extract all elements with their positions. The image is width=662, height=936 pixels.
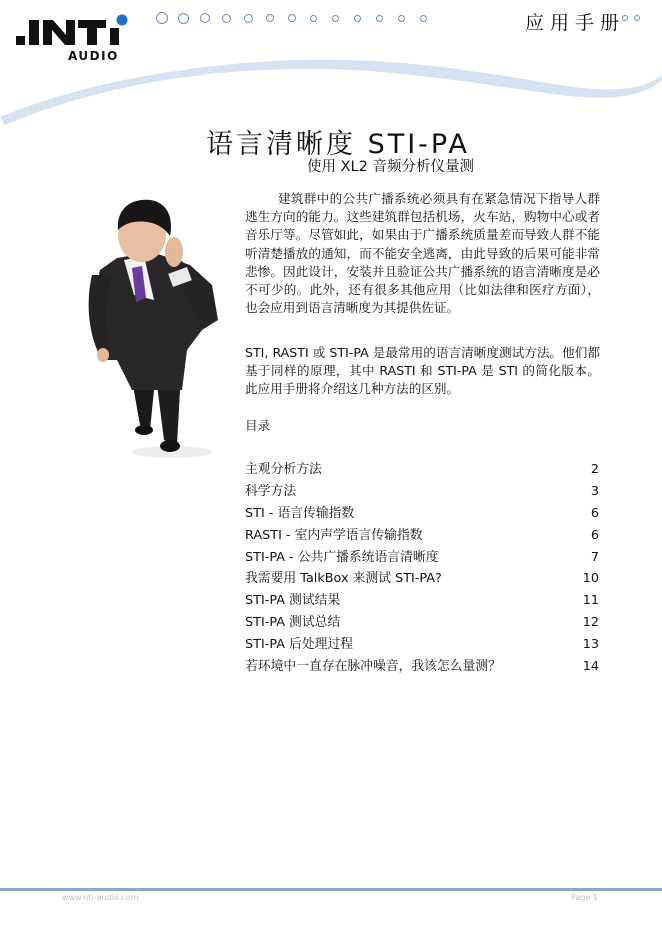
toc-entry-label: STI-PA 测试总结 bbox=[245, 615, 341, 631]
dot-icon bbox=[288, 14, 296, 22]
toc-entry[interactable] bbox=[245, 483, 599, 505]
header-swoosh-decoration bbox=[0, 45, 662, 125]
toc-entry[interactable] bbox=[245, 549, 599, 571]
toc-entry-page: 11 bbox=[582, 593, 599, 609]
toc-entry-label: 若环境中一直存在脉冲噪音，我该怎么量测？ bbox=[245, 659, 501, 675]
toc-entry-page: 13 bbox=[582, 637, 599, 653]
dot-icon bbox=[200, 13, 210, 23]
dot-icon bbox=[634, 15, 640, 21]
document-subtitle: 使用 XL2 音频分析仪量测 bbox=[307, 159, 474, 175]
toc-entry-page: 10 bbox=[582, 571, 599, 587]
dot-icon bbox=[310, 15, 317, 22]
toc-entry[interactable] bbox=[245, 636, 599, 658]
decorative-dots bbox=[156, 11, 442, 25]
intro-paragraph: 建筑群中的公共广播系统必须具有在紧急情况下指导人群逃生方向的能力。这些建筑群包括机场，火车站，购物中心或者音乐厅等。尽管如此，如果由于广播系统质量差而导致人群不能听清楚播放的通知，而不能安全逃离，由此导致的后果可能非常悲惨。因此设计，安装并且验证公共广播系统的语言清晰度是必不可少的。此外，还有很多其他应用（比如法律和医疗方面），也会应用到语言清晰度为其提供佐证。 bbox=[245, 191, 600, 316]
toc-entry-label: STI-PA 测试结果 bbox=[245, 593, 341, 609]
dot-icon bbox=[376, 15, 383, 22]
toc-entry-label: STI-PA 后处理过程 bbox=[245, 637, 354, 653]
toc-entry[interactable] bbox=[245, 461, 599, 483]
toc-entry-page: 12 bbox=[582, 615, 599, 631]
businessman-listening-icon bbox=[62, 190, 240, 465]
dot-icon bbox=[420, 15, 427, 22]
document-title: 语言清晰度 STI-PA bbox=[206, 129, 470, 160]
toc-entry-label: STI-PA - 公共广播系统语言清晰度 bbox=[245, 549, 439, 565]
dot-icon bbox=[244, 14, 253, 23]
dot-icon bbox=[398, 15, 405, 22]
manual-label: 应用手册 bbox=[525, 12, 626, 34]
toc-entry-label: RASTI - 室内声学语言传输指数 bbox=[245, 527, 423, 543]
toc-entry-page: 6 bbox=[590, 527, 599, 543]
toc-entry[interactable] bbox=[245, 614, 599, 636]
toc-entry[interactable] bbox=[245, 505, 599, 527]
dot-icon bbox=[332, 15, 339, 22]
toc-entry-page: 2 bbox=[590, 462, 599, 477]
dot-icon bbox=[178, 13, 189, 24]
toc-entry-label: 科学方法 bbox=[245, 483, 297, 499]
toc-entry[interactable] bbox=[245, 570, 599, 592]
logo-sub-text: AUDIO bbox=[68, 49, 119, 63]
toc-entry-page: 14 bbox=[582, 659, 599, 675]
toc-entry[interactable] bbox=[245, 592, 599, 614]
dot-icon bbox=[354, 15, 361, 22]
toc-entry[interactable] bbox=[245, 658, 599, 680]
body-text bbox=[245, 190, 600, 433]
toc-entry-label: 我需要用 TalkBox 来测试 STI-PA? bbox=[245, 571, 442, 587]
dot-icon bbox=[156, 12, 168, 24]
toc-entry-page: 3 bbox=[590, 483, 599, 499]
dot-icon bbox=[266, 14, 274, 22]
toc-entry-page: 6 bbox=[590, 505, 599, 521]
title-decorative-dots bbox=[622, 15, 640, 21]
toc-heading: 目录 bbox=[245, 418, 271, 433]
toc-entry-page: 7 bbox=[590, 549, 599, 565]
dot-icon bbox=[622, 15, 628, 21]
methods-paragraph: STI, RASTI 或 STI-PA 是最常用的语言清晰度测试方法。他们都基于同样的原理，其中 RASTI 和 STI-PA 是 STI 的简化版本。此应用手册将介绍这几种方法的区别。 bbox=[245, 345, 600, 397]
footer-page-number: Page 1 bbox=[571, 893, 598, 902]
toc-entry-label: 主观分析方法 bbox=[245, 462, 322, 477]
toc-entry[interactable] bbox=[245, 527, 599, 549]
table-of-contents bbox=[245, 461, 599, 680]
footer-divider bbox=[0, 888, 662, 891]
footer-website-link[interactable]: www.nti-audio.com bbox=[62, 893, 139, 902]
dot-icon bbox=[222, 14, 231, 23]
toc-entry-label: STI - 语言传输指数 bbox=[245, 505, 355, 521]
